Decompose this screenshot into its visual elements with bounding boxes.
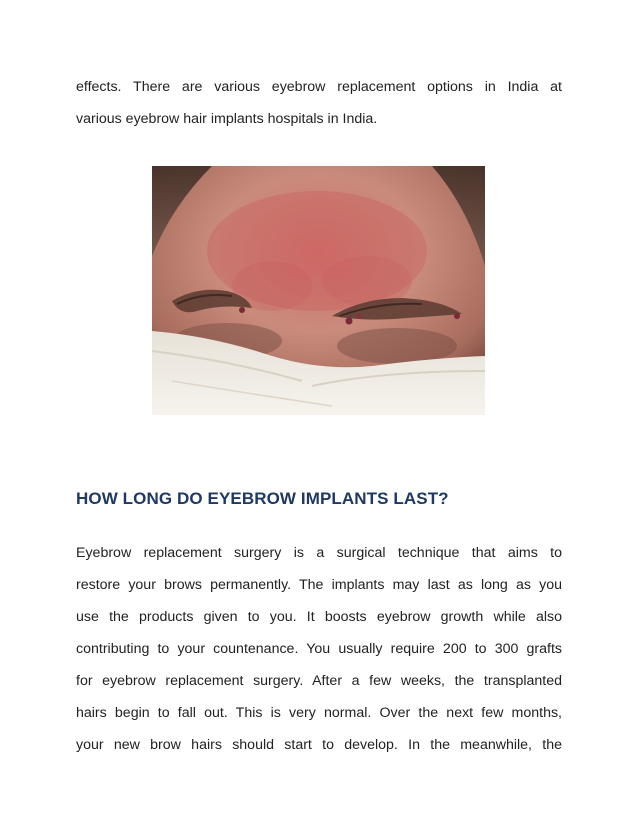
body-line-5: for eyebrow replacement surgery. After a few weeks, the transplanted	[76, 673, 562, 689]
section-heading: HOW LONG DO EYEBROW IMPLANTS LAST?	[76, 489, 449, 508]
body-line-3: use the products given to you. It boosts eyebrow growth while also	[76, 609, 562, 625]
intro-line-1: effects. There are various eyebrow replacement options in India at	[76, 79, 562, 95]
body-line-1: Eyebrow replacement surgery is a surgical technique that aims to	[76, 545, 562, 561]
body-line-6: hairs begin to fall out. This is very normal. Over the next few months,	[76, 705, 562, 721]
body-line-4: contributing to your countenance. You usually require 200 to 300 grafts	[76, 641, 562, 657]
forehead-after-eyebrow-transplant-photo	[152, 166, 485, 415]
intro-line-2: various eyebrow hair implants hospitals in India.	[76, 111, 378, 127]
body-line-7: your new brow hairs should start to develop. In the meanwhile, the	[76, 737, 562, 753]
body-line-2: restore your brows permanently. The implants may last as long as you	[76, 577, 562, 593]
